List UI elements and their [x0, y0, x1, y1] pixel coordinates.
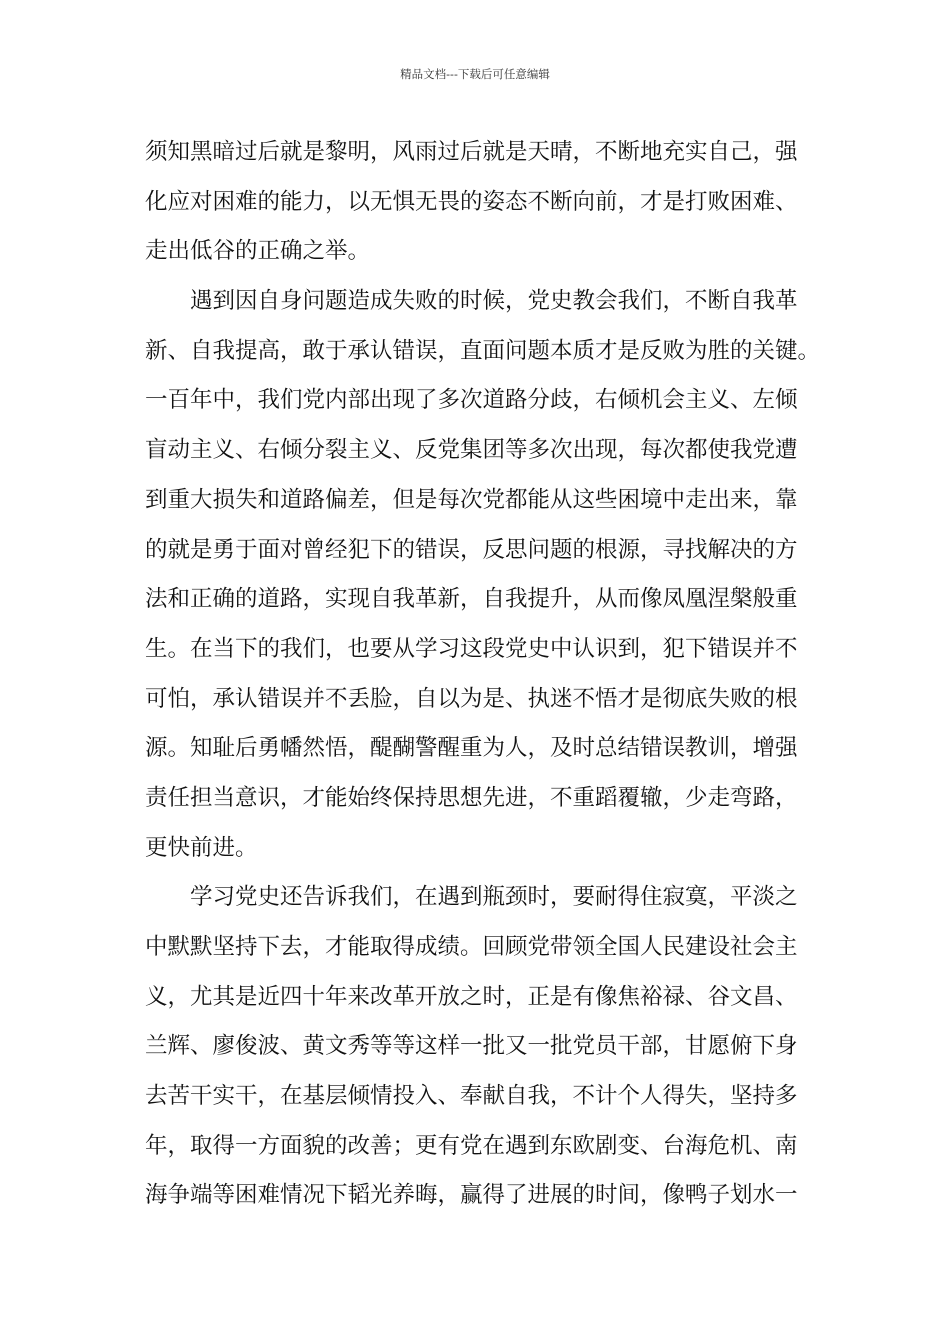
paragraph-1 — [145, 128, 809, 277]
text-line: 生。在当下的我们，也要从学习这段党史中认识到，犯下错误并不 — [145, 635, 798, 662]
text-line: 年，取得一方面貌的改善；更有党在遇到东欧剧变、台海危机、南 — [145, 1132, 798, 1159]
text-line: 须知黑暗过后就是黎明，风雨过后就是天晴，不断地充实自己，强 — [145, 139, 798, 165]
text-line: 责任担当意识，才能始终保持思想先进，不重蹈覆辙，少走弯路， — [145, 784, 798, 811]
text-line: 到重大损失和道路偏差，但是每次党都能从这些困境中走出来，靠 — [145, 486, 798, 513]
page-header: 精品文档---下载后可任意编辑 — [400, 67, 550, 81]
text-line: 法和正确的道路，实现自我革新，自我提升，从而像凤凰涅槃般重 — [145, 586, 798, 613]
text-line: 学习党史还告诉我们，在遇到瓶颈时，要耐得住寂寞，平淡之 — [190, 884, 798, 911]
text-line: 源。知耻后勇幡然悟，醍醐警醒重为人，及时总结错误教训，增强 — [145, 735, 798, 762]
text-line: 义，尤其是近四十年来改革开放之时，正是有像焦裕禄、谷文昌、 — [145, 983, 798, 1010]
text-line: 化应对困难的能力，以无惧无畏的姿态不断向前，才是打败困难、 — [145, 188, 798, 215]
text-line: 一百年中，我们党内部出现了多次道路分歧，右倾机会主义、左倾 — [145, 387, 798, 414]
paragraph-3 — [145, 873, 809, 1221]
document-body — [145, 128, 821, 1221]
text-line: 新、自我提高，敢于承认错误，直面问题本质才是反败为胜的关键。 — [145, 337, 821, 364]
paragraph-2 — [145, 277, 821, 873]
text-line: 海争端等困难情况下韬光养晦，赢得了进展的时间，像鸭子划水一 — [145, 1182, 798, 1209]
text-line: 兰辉、廖俊波、黄文秀等等这样一批又一批党员干部，甘愿俯下身 — [145, 1033, 798, 1060]
text-line: 可怕，承认错误并不丢脸，自以为是、执迷不悟才是彻底失败的根 — [145, 685, 798, 712]
text-line: 盲动主义、右倾分裂主义、反党集团等多次出现，每次都使我党遭 — [145, 437, 798, 464]
text-line: 走出低谷的正确之举。 — [145, 238, 371, 265]
text-line: 中默默坚持下去，才能取得成绩。回顾党带领全国人民建设社会主 — [145, 934, 798, 960]
text-line: 去苦干实干，在基层倾情投入、奉献自我，不计个人得失，坚持多 — [145, 1083, 798, 1110]
text-line: 的就是勇于面对曾经犯下的错误，反思问题的根源，寻找解决的方 — [145, 536, 798, 563]
text-line: 遇到因自身问题造成失败的时候，党史教会我们，不断自我革 — [190, 288, 798, 315]
text-line: 更快前进。 — [145, 834, 258, 861]
